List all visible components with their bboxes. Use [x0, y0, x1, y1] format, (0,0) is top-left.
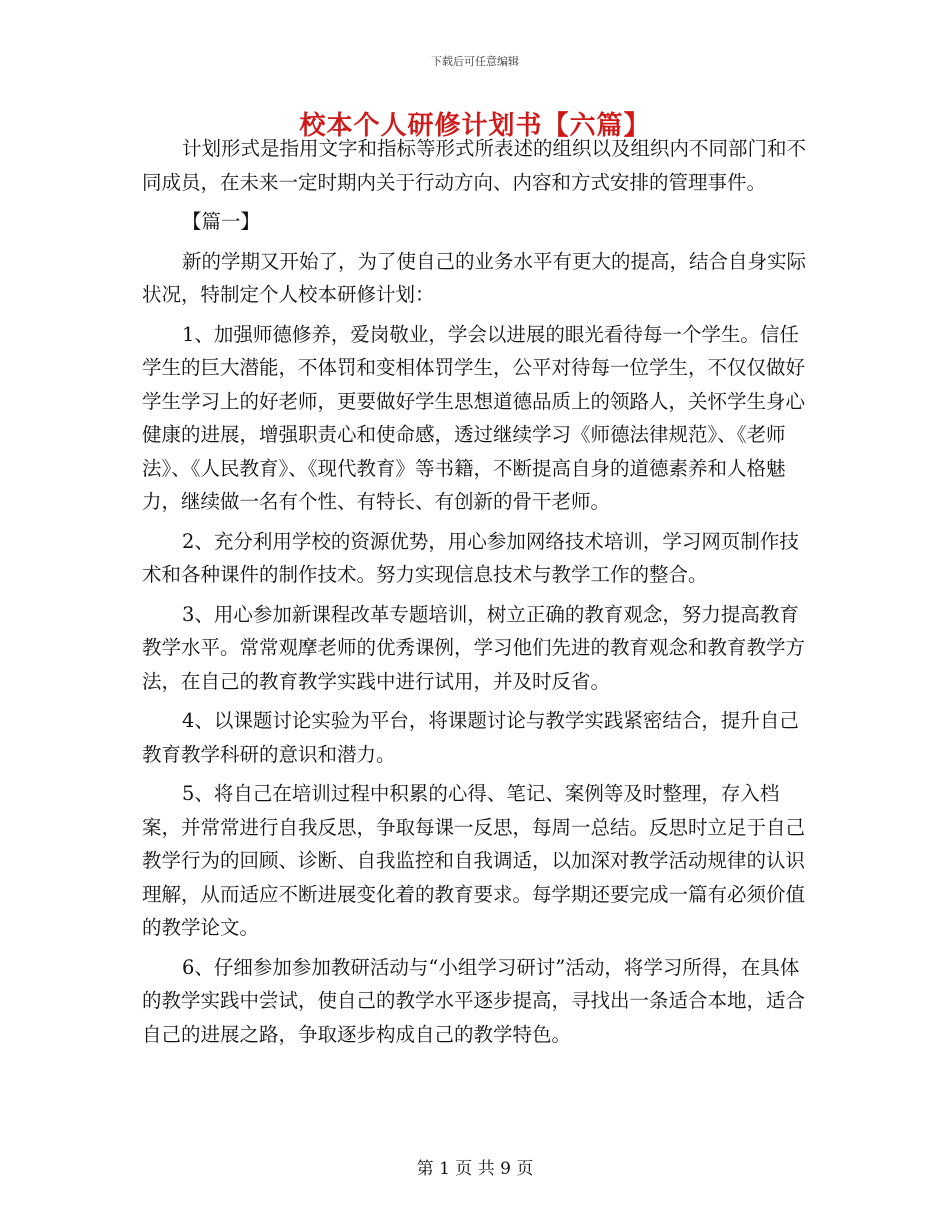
- document-title: 校本个人研修计划书【六篇】: [299, 111, 651, 141]
- plan-item-6: 6、仔细参加参加教研活动与“小组学习研讨”活动，将学习所得，在具体的教学实践中尝试，使自己的教学水平逐步提高，寻找出一条适合本地，适合自己的进展之路，争取逐步构成自己的教学特色。: [142, 955, 806, 1046]
- page-number: 第 1 页 共 9 页: [416, 1159, 534, 1179]
- plan-item-5: 5、将自己在培训过程中积累的心得、笔记、案例等及时整理，存入档案，并常常进行自我反思，争取每课一反思，每周一总结。反思时立足于自己教学行为的回顾、诊断、自我监控和自我调适，以加深对教学活动规律的认识理解，从而适应不断进展变化着的教育要求。每学期还要完成一篇有必须价值的教学论文。: [142, 782, 806, 939]
- document-body: [142, 132, 814, 1051]
- lead-paragraph: 新的学期又开始了，为了使自己的业务水平有更大的提高，结合自身实际状况，特制定个人校本研修计划：: [142, 249, 807, 306]
- page-header-note: 下载后可任意编辑: [431, 55, 519, 68]
- plan-item-2: 2、充分利用学校的资源优势，用心参加网络技术培训，学习网页制作技术和各种课件的制作技术。努力实现信息技术与教学工作的整合。: [142, 529, 799, 586]
- intro-paragraph: 计划形式是指用文字和指标等形式所表述的组织以及组织内不同部门和不同成员，在未来一定时期内关于行动方向、内容和方式安排的管理事件。: [142, 137, 807, 194]
- section-label: 【篇一】: [182, 210, 261, 233]
- plan-item-4: 4、以课题讨论实验为平台，将课题讨论与教学实践紧密结合，提升自己教育教学科研的意识和潜力。: [142, 709, 799, 766]
- plan-item-1: 1、加强师德修养，爱岗敬业，学会以进展的眼光看待每一个学生。信任学生的巨大潜能，不体罚和变相体罚学生，公平对待每一位学生，不仅仅做好学生学习上的好老师，更要做好学生思想道德品质上的领路人，关怀学生身心健康的进展，增强职责心和使命感，透过继续学习《师德法律规范》、《老师法》、《人民教育》、《现代教育》等书籍，不断提高自身的道德素养和人格魅力，继续做一名有个性、有特长、有创新的骨干老师。: [142, 322, 806, 513]
- plan-item-3: 3、用心参加新课程改革专题培训，树立正确的教育观念，努力提高教育教学水平。常常观摩老师的优秀课例，学习他们先进的教育观念和教育教学方法，在自己的教育教学实践中进行试用，并及时反省。: [142, 602, 806, 693]
